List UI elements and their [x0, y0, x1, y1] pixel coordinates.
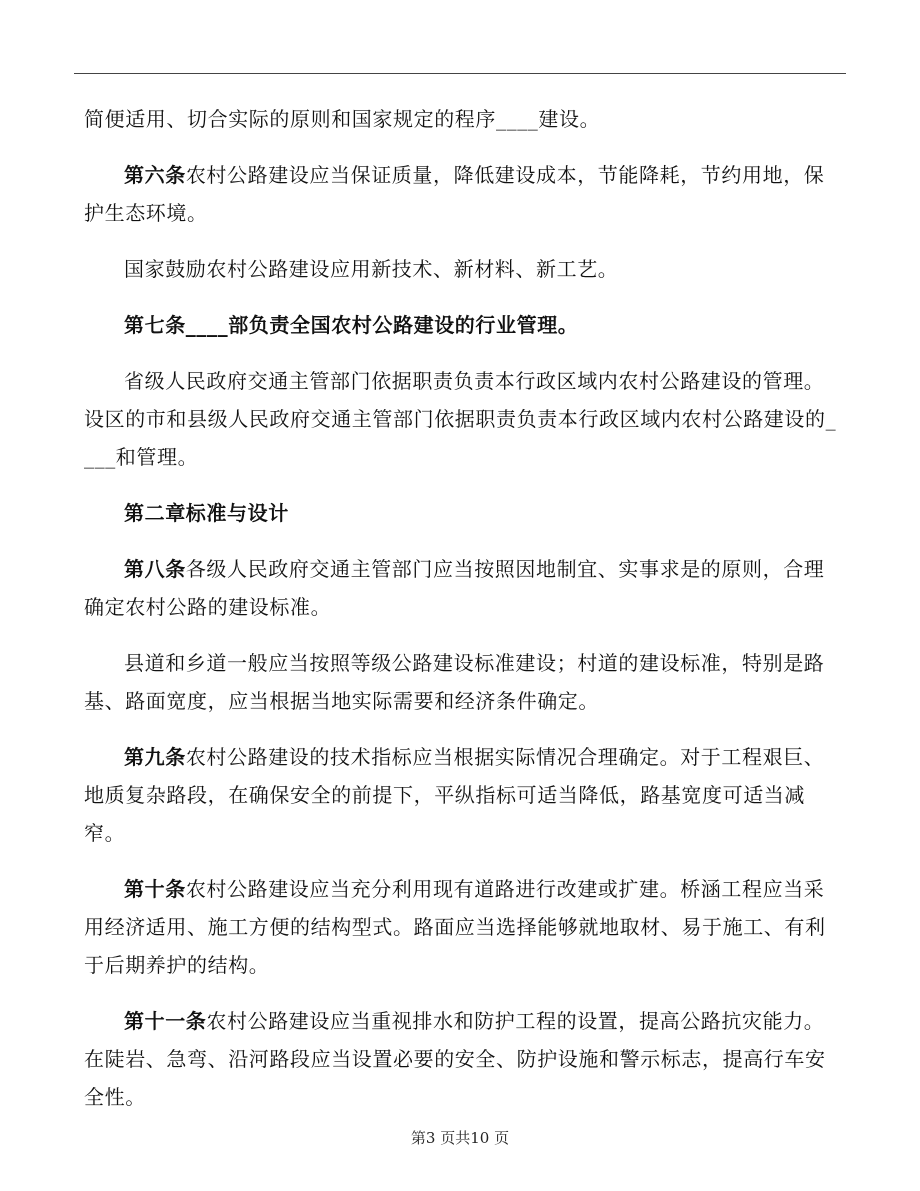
article-6 — [84, 156, 844, 232]
paragraph-text: 国家鼓励农村公路建设应用新技术、新材料、新工艺。 — [124, 257, 619, 281]
article-heading: 第七条____部负责全国农村公路建设的行业管理。 — [124, 313, 579, 337]
paragraph-text: 农村公路建设的技术指标应当根据实际情况合理确定。对于工程艰巨、地质复杂路段，在确保安全的前提下，平纵指标可适当降低，路基宽度可适当减窄。 — [84, 745, 825, 845]
article-heading: 第九条 — [124, 745, 186, 769]
paragraph-text: 农村公路建设应当重视排水和防护工程的设置，提高公路抗灾能力。在陡岩、急弯、沿河路段应当设置必要的安全、防护设施和警示标志，提高行车安全性。 — [84, 1009, 826, 1109]
article-10 — [84, 870, 844, 984]
paragraph-text: 农村公路建设应当保证质量，降低建设成本，节能降耗，节约用地，保护生态环境。 — [84, 163, 825, 225]
paragraph-text: 县道和乡道一般应当按照等级公路建设标准建设；村道的建设标准，特别是路基、路面宽度，应当根据当地实际需要和经济条件确定。 — [84, 651, 825, 713]
article-heading: 第十一条 — [124, 1009, 207, 1033]
document-body — [84, 100, 844, 1134]
header-rule — [74, 73, 846, 74]
paragraph-text: 省级人民政府交通主管部门依据职责负责本行政区域内农村公路建设的管理。设区的市和县级人民政府交通主管部门依据职责负责本行政区域内农村公路建设的____和管理。 — [84, 369, 837, 469]
paragraph-text: 简便适用、切合实际的原则和国家规定的程序____建设。 — [84, 107, 601, 131]
paragraph-text: 各级人民政府交通主管部门应当按照因地制宜、实事求是的原则，合理确定农村公路的建设标准。 — [84, 557, 825, 619]
chapter-title: 第二章标准与设计 — [124, 501, 289, 525]
paragraph-county-roads — [84, 644, 844, 720]
chapter-heading — [84, 494, 844, 532]
article-11 — [84, 1002, 844, 1116]
paragraph-new-tech — [84, 250, 844, 288]
article-8 — [84, 550, 844, 626]
page-footer: 第3 页共10 页 — [410, 1129, 510, 1147]
article-7 — [84, 306, 844, 344]
article-heading: 第八条 — [124, 557, 186, 581]
article-heading: 第十条 — [124, 877, 186, 901]
paragraph-provincial — [84, 362, 844, 476]
paragraph-text: 农村公路建设应当充分利用现有道路进行改建或扩建。桥涵工程应当采用经济适用、施工方便的结构型式。路面应当选择能够就地取材、易于施工、有利于后期养护的结构。 — [84, 877, 826, 977]
article-9 — [84, 738, 844, 852]
paragraph-continuation — [84, 100, 844, 138]
article-heading: 第六条 — [124, 163, 186, 187]
